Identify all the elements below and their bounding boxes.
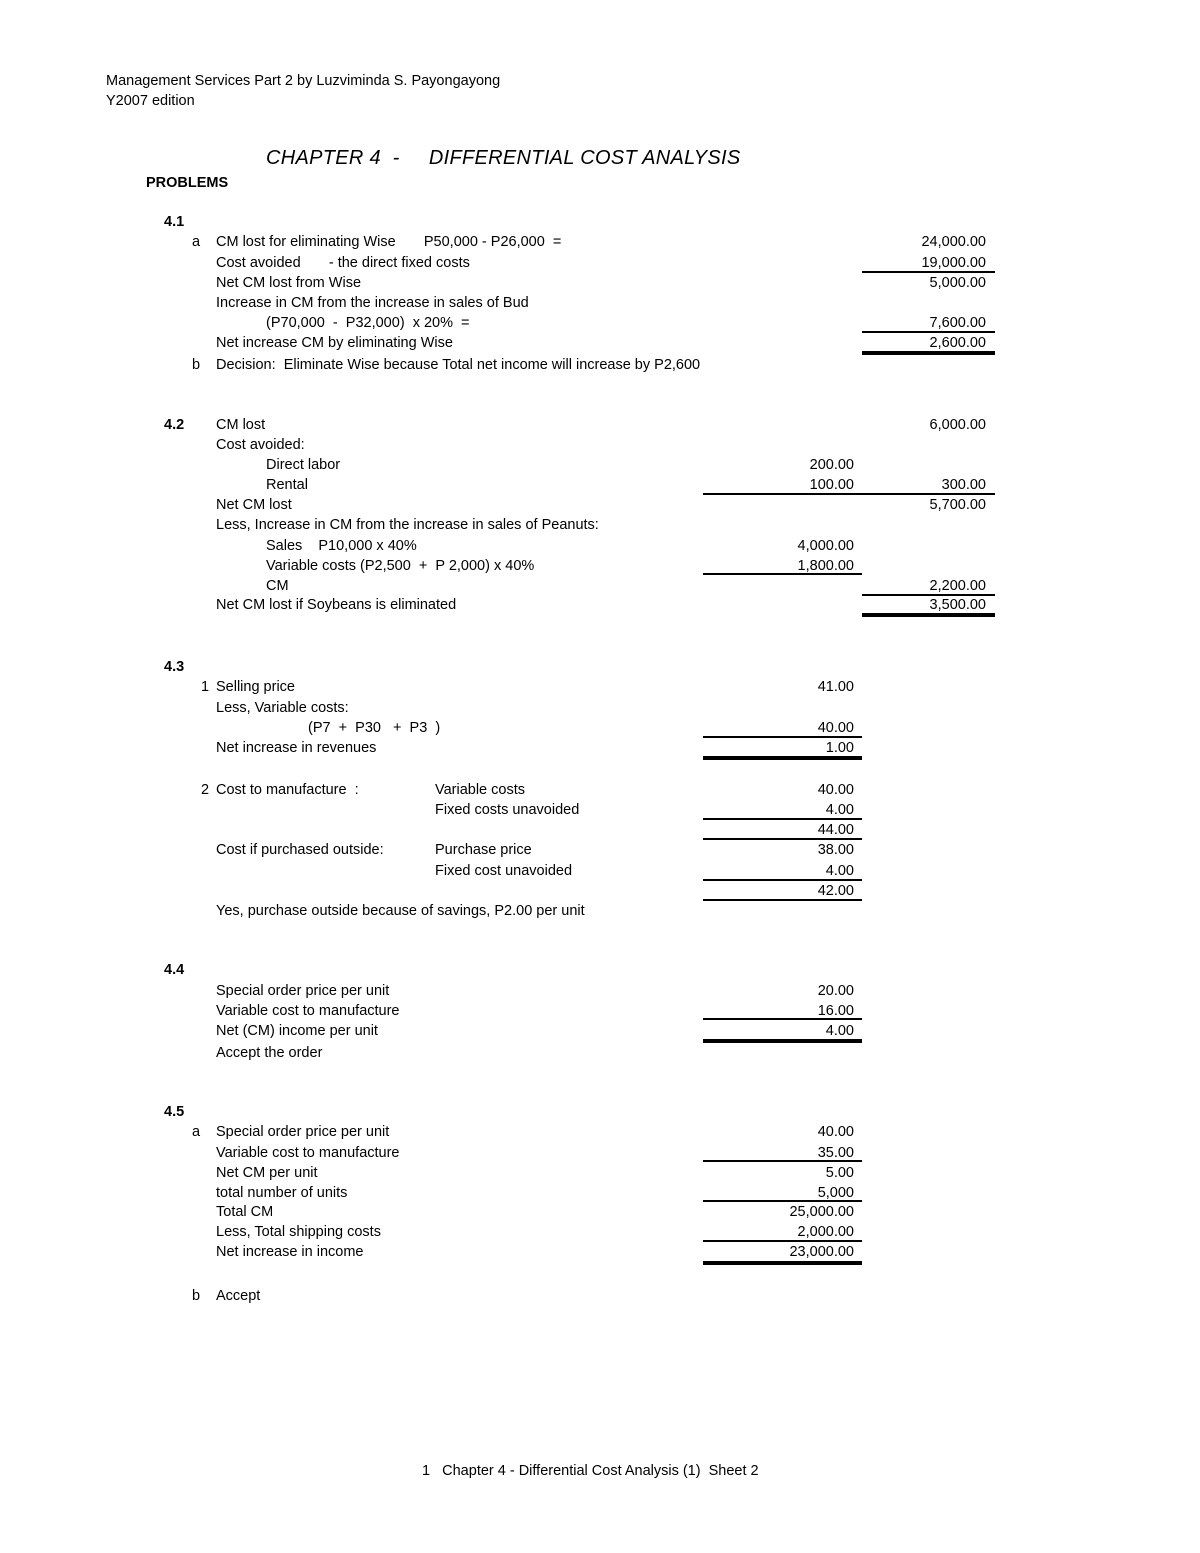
part-label-1: 1 (201, 679, 210, 695)
problem-number-4-4: 4.4 (164, 962, 185, 978)
mid-value: 23,000.00 (789, 1244, 854, 1260)
line-label: CM lost (216, 417, 266, 433)
part-label-a: a (192, 1124, 201, 1140)
line-label: Rental (266, 477, 308, 493)
mid-value: 38.00 (817, 842, 854, 858)
mid-value: 40.00 (817, 782, 854, 798)
total-value: 300.00 (941, 477, 986, 493)
part-label-a: a (192, 234, 201, 250)
line-label: Variable costs (435, 782, 525, 798)
mid-value: 40.00 (817, 1124, 854, 1140)
mid-value: 4.00 (825, 1023, 854, 1039)
double-underline (862, 613, 995, 617)
line-label: Special order price per unit (216, 983, 390, 999)
mid-value: 4.00 (825, 863, 854, 879)
problem-number-4-2: 4.2 (164, 417, 185, 433)
conclusion-text: Yes, purchase outside because of savings, P2.00 per unit (216, 903, 585, 919)
line-label: Total CM (216, 1204, 274, 1220)
underline (703, 1160, 862, 1162)
line-label: Net CM lost if Soybeans is eliminated (216, 597, 457, 613)
line-label: Cost avoided - the direct fixed costs (216, 255, 470, 271)
line-label: Net increase CM by eliminating Wise (216, 335, 453, 351)
line-label: Less, Increase in CM from the increase in sales of Peanuts: (216, 517, 599, 533)
double-underline (862, 351, 995, 355)
problem-number-4-1: 4.1 (164, 214, 185, 230)
line-label: Fixed costs unavoided (435, 802, 580, 818)
underline (703, 1200, 862, 1202)
line-label: Purchase price (435, 842, 532, 858)
conclusion-text: Accept (216, 1288, 261, 1304)
underline (703, 1018, 862, 1020)
underline (703, 493, 995, 495)
total-value: 5,700.00 (929, 497, 986, 513)
total-value: 24,000.00 (921, 234, 986, 250)
line-label: Cost avoided: (216, 437, 305, 453)
mid-value: 100.00 (809, 477, 854, 493)
line-label: CM lost for eliminating Wise P50,000 - P26,000 = (216, 234, 562, 250)
line-label: Less, Variable costs: (216, 700, 349, 716)
line-label: Variable cost to manufacture (216, 1145, 400, 1161)
line-label: Sales P10,000 x 40% (266, 538, 417, 554)
line-label: total number of units (216, 1185, 348, 1201)
line-label: Net CM per unit (216, 1165, 318, 1181)
line-label: Selling price (216, 679, 295, 695)
line-label: Cost if purchased outside: (216, 842, 384, 858)
part-label-b: b (192, 1288, 201, 1304)
part-label-2: 2 (201, 782, 210, 798)
underline (703, 1240, 862, 1242)
line-label: Variable cost to manufacture (216, 1003, 400, 1019)
line-label: Net CM lost (216, 497, 292, 513)
line-label: Increase in CM from the increase in sales of Bud (216, 295, 529, 311)
mid-value: 5,000 (817, 1185, 854, 1201)
mid-value: 4.00 (825, 802, 854, 818)
line-label: Net increase in revenues (216, 740, 377, 756)
total-value: 2,200.00 (929, 578, 986, 594)
conclusion-text: Accept the order (216, 1045, 323, 1061)
chapter-title: CHAPTER 4 - DIFFERENTIAL COST ANALYSIS (266, 147, 741, 169)
underline (703, 838, 862, 840)
double-underline (703, 1261, 862, 1265)
mid-value: 200.00 (809, 457, 854, 473)
total-value: 2,600.00 (929, 335, 986, 351)
mid-value: 25,000.00 (789, 1204, 854, 1220)
underline (703, 899, 862, 901)
line-label: (P70,000 - P32,000) x 20% = (266, 315, 470, 331)
mid-value: 42.00 (817, 883, 854, 899)
total-value: 5,000.00 (929, 275, 986, 291)
total-value: 7,600.00 (929, 315, 986, 331)
line-label: (P7 + P30 + P3 ) (308, 720, 441, 736)
problem-number-4-3: 4.3 (164, 659, 185, 675)
line-label: Direct labor (266, 457, 341, 473)
line-label: Fixed cost unavoided (435, 863, 573, 879)
total-value: 6,000.00 (929, 417, 986, 433)
problem-number-4-5: 4.5 (164, 1104, 185, 1120)
line-label: Net CM lost from Wise (216, 275, 362, 291)
mid-value: 20.00 (817, 983, 854, 999)
double-underline (703, 756, 862, 760)
mid-value: 41.00 (817, 679, 854, 695)
page-footer: 1 Chapter 4 - Differential Cost Analysis (1) Sheet 2 (422, 1463, 759, 1479)
mid-value: 5.00 (825, 1165, 854, 1181)
underline (703, 736, 862, 738)
line-label: Net (CM) income per unit (216, 1023, 378, 1039)
line-label: Cost to manufacture : (216, 782, 359, 798)
total-value: 19,000.00 (921, 255, 986, 271)
decision-text: Decision: Eliminate Wise because Total net income will increase by P2,600 (216, 357, 701, 373)
line-label: Net increase in income (216, 1244, 364, 1260)
line-label: Special order price per unit (216, 1124, 390, 1140)
mid-value: 44.00 (817, 822, 854, 838)
doc-header-line1: Management Services Part 2 by Luzviminda S. Payongayong (106, 73, 501, 89)
underline (703, 573, 862, 575)
mid-value: 4,000.00 (797, 538, 854, 554)
mid-value: 1.00 (825, 740, 854, 756)
line-label: Variable costs (P2,500 + P 2,000) x 40% (266, 558, 535, 574)
underline (862, 331, 995, 333)
mid-value: 35.00 (817, 1145, 854, 1161)
part-label-b: b (192, 357, 201, 373)
problems-label: PROBLEMS (146, 175, 229, 191)
underline (862, 271, 995, 273)
double-underline (703, 1039, 862, 1043)
mid-value: 2,000.00 (797, 1224, 854, 1240)
underline (703, 818, 862, 820)
mid-value: 1,800.00 (797, 558, 854, 574)
mid-value: 16.00 (817, 1003, 854, 1019)
underline (703, 879, 862, 881)
total-value: 3,500.00 (929, 597, 986, 613)
doc-header-line2: Y2007 edition (106, 93, 195, 109)
line-label: CM (266, 578, 289, 594)
line-label: Less, Total shipping costs (216, 1224, 381, 1240)
mid-value: 40.00 (817, 720, 854, 736)
